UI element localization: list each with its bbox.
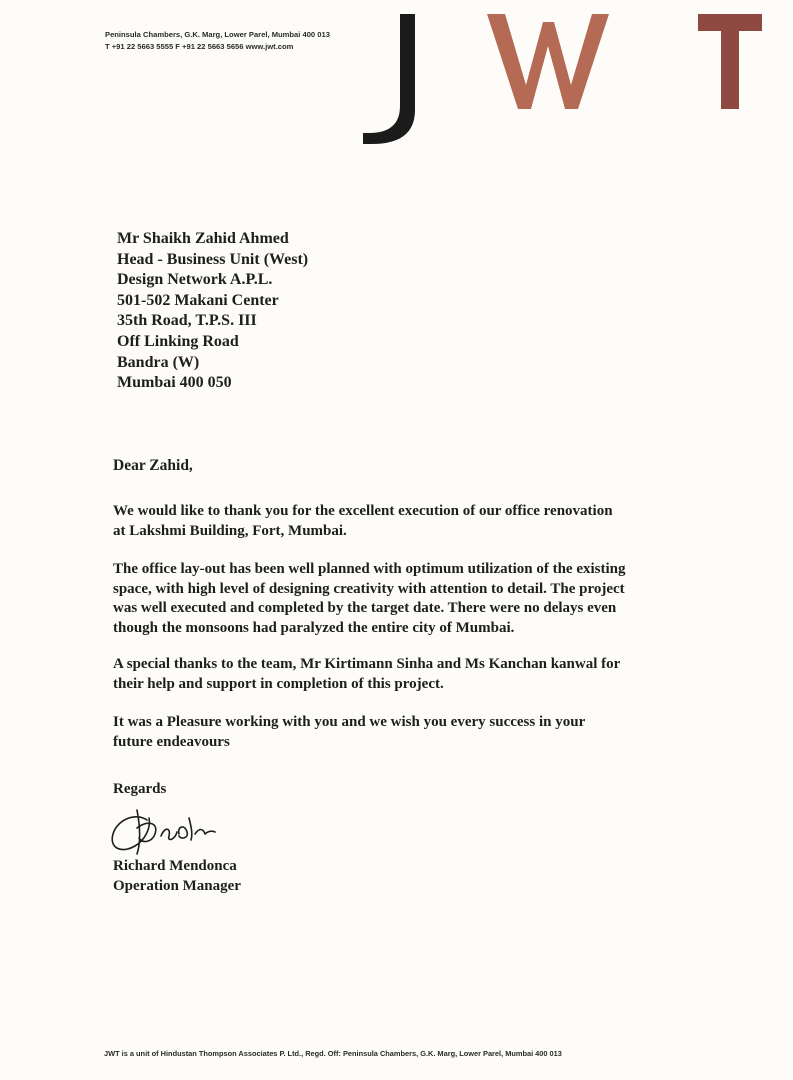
- letterhead-address-line: Peninsula Chambers, G.K. Marg, Lower Parel, Mumbai 400 013: [105, 30, 330, 39]
- signer-name: Richard Mendonca: [113, 858, 237, 874]
- logo-w-shape: [487, 14, 609, 109]
- recipient-address: [117, 229, 308, 394]
- signer-block: [113, 857, 241, 896]
- logo-j-shape: [363, 14, 415, 144]
- recipient-line: Design Network A.P.L.: [117, 271, 273, 289]
- body-paragraph-2: [113, 560, 626, 638]
- body-paragraph-1: [113, 502, 613, 541]
- jwt-logo: [360, 10, 780, 150]
- recipient-line: Mr Shaikh Zahid Ahmed: [117, 230, 289, 247]
- salutation: Dear Zahid,: [113, 457, 193, 474]
- letterhead-address: [105, 29, 330, 53]
- closing-regards: Regards: [113, 781, 167, 797]
- paragraph-line: It was a Pleasure working with you and we wish you every success in your: [113, 714, 586, 730]
- signature-icon: [107, 806, 222, 858]
- paragraph-line: future endeavours: [113, 733, 230, 750]
- paragraph-line: though the monsoons had paralyzed the entire city of Mumbai.: [113, 619, 515, 636]
- recipient-line: Mumbai 400 050: [117, 374, 232, 392]
- paragraph-line: We would like to thank you for the excellent execution of our office renovation: [113, 503, 613, 519]
- paragraph-line: their help and support in completion of this project.: [113, 675, 444, 692]
- letterhead-contact-line: T +91 22 5663 5555 F +91 22 5663 5656 www.jwt.com: [105, 42, 294, 51]
- recipient-line: 35th Road, T.P.S. III: [117, 312, 257, 330]
- paragraph-line: A special thanks to the team, Mr Kirtimann Sinha and Ms Kanchan kanwal for: [113, 656, 621, 672]
- paragraph-line: The office lay-out has been well planned with optimum utilization of the existing: [113, 561, 626, 577]
- recipient-line: Bandra (W): [117, 353, 200, 371]
- signer-title: Operation Manager: [113, 877, 241, 894]
- logo-t-shape: [698, 14, 762, 109]
- body-paragraph-4: [113, 713, 585, 752]
- paragraph-line: was well executed and completed by the target date. There were no delays even: [113, 600, 617, 616]
- jwt-logo-graphic: [360, 10, 780, 150]
- recipient-line: 501-502 Makani Center: [117, 291, 279, 309]
- body-paragraph-3: [113, 655, 620, 694]
- recipient-line: Off Linking Road: [117, 332, 239, 350]
- footer-registration: JWT is a unit of Hindustan Thompson Associates P. Ltd., Regd. Off: Peninsula Chambers, G.K. Marg, Lower Parel, Mumbai 400 013: [104, 1049, 562, 1058]
- paragraph-line: at Lakshmi Building, Fort, Mumbai.: [113, 522, 347, 539]
- paragraph-line: space, with high level of designing creativity with attention to detail. The project: [113, 580, 625, 597]
- recipient-line: Head - Business Unit (West): [117, 250, 309, 268]
- handwritten-signature: [107, 806, 222, 858]
